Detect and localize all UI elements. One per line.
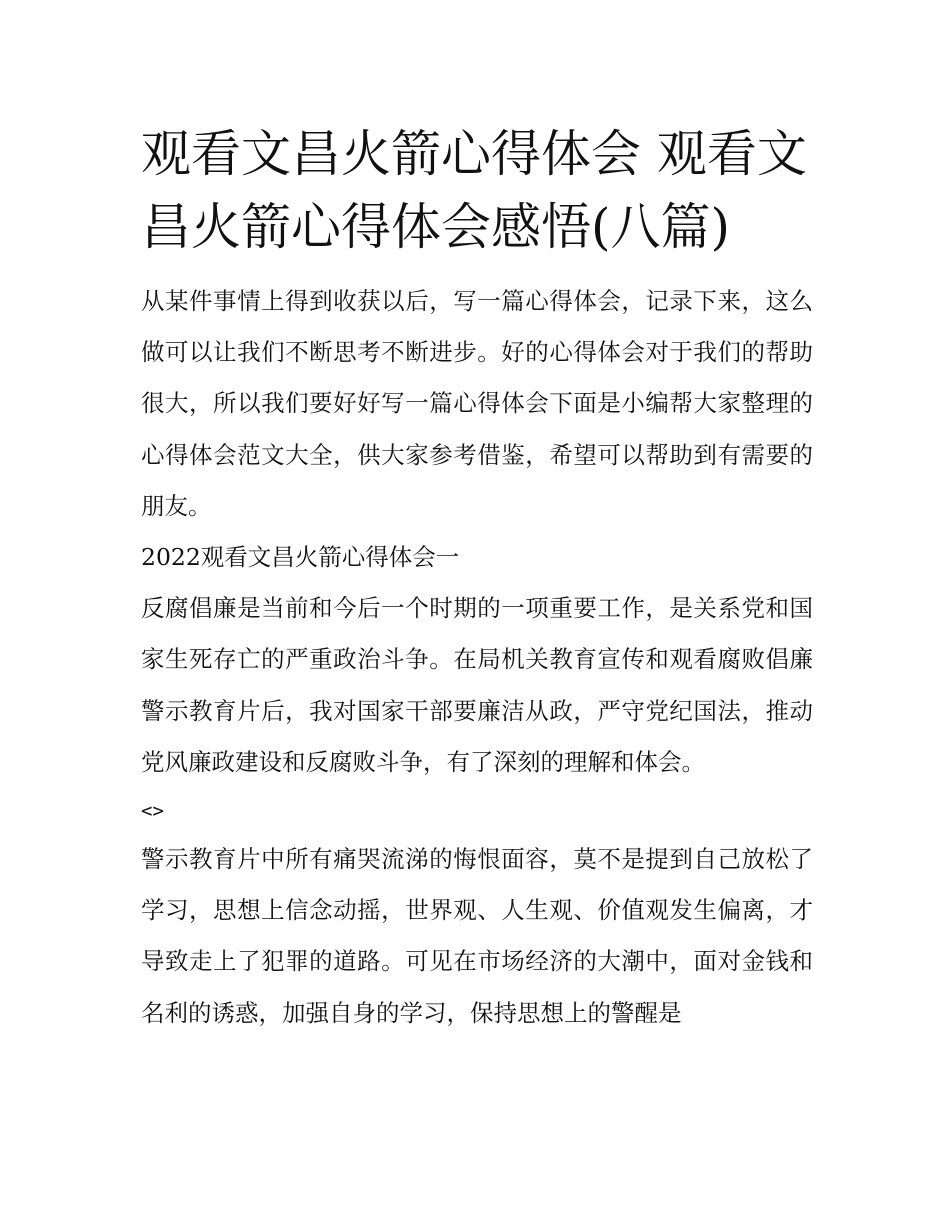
body-paragraph-1: 反腐倡廉是当前和今后一个时期的一项重要工作，是关系党和国家生死存亡的严重政治斗争。在局机关教育宣传和观看腐败倡廉警示教育片后，我对国家干部要廉洁从政，严守党纪国法，推动党风廉政建设和反腐败斗争，有了深刻的理解和体会。 [141,594,813,776]
section-heading: 2022观看文昌火箭心得体会一 [141,543,460,572]
intro-paragraph: 从某件事情上得到收获以后，写一篇心得体会，记录下来，这么做可以让我们不断思考不断进步。好的心得体会对于我们的帮助很大，所以我们要好好写一篇心得体会下面是小编帮大家整理的心得体会范文大全，供大家参考借鉴，希望可以帮助到有需要的朋友。 [141,287,813,520]
document-title: 观看文昌火箭心得体会 观看文昌火箭心得体会感悟(八篇) [141,125,807,256]
document-page [141,118,813,1039]
body-paragraph-2: 警示教育片中所有痛哭流涕的悔恨面容，莫不是提到自己放松了学习，思想上信念动摇，世界观、人生观、价值观发生偏离，才导致走上了犯罪的道路。可见在市场经济的大潮中，面对金钱和名利的诱惑，加强自身的学习，保持思想上的警醒是 [141,845,813,1027]
image-placeholder-marker: <> [141,800,164,823]
